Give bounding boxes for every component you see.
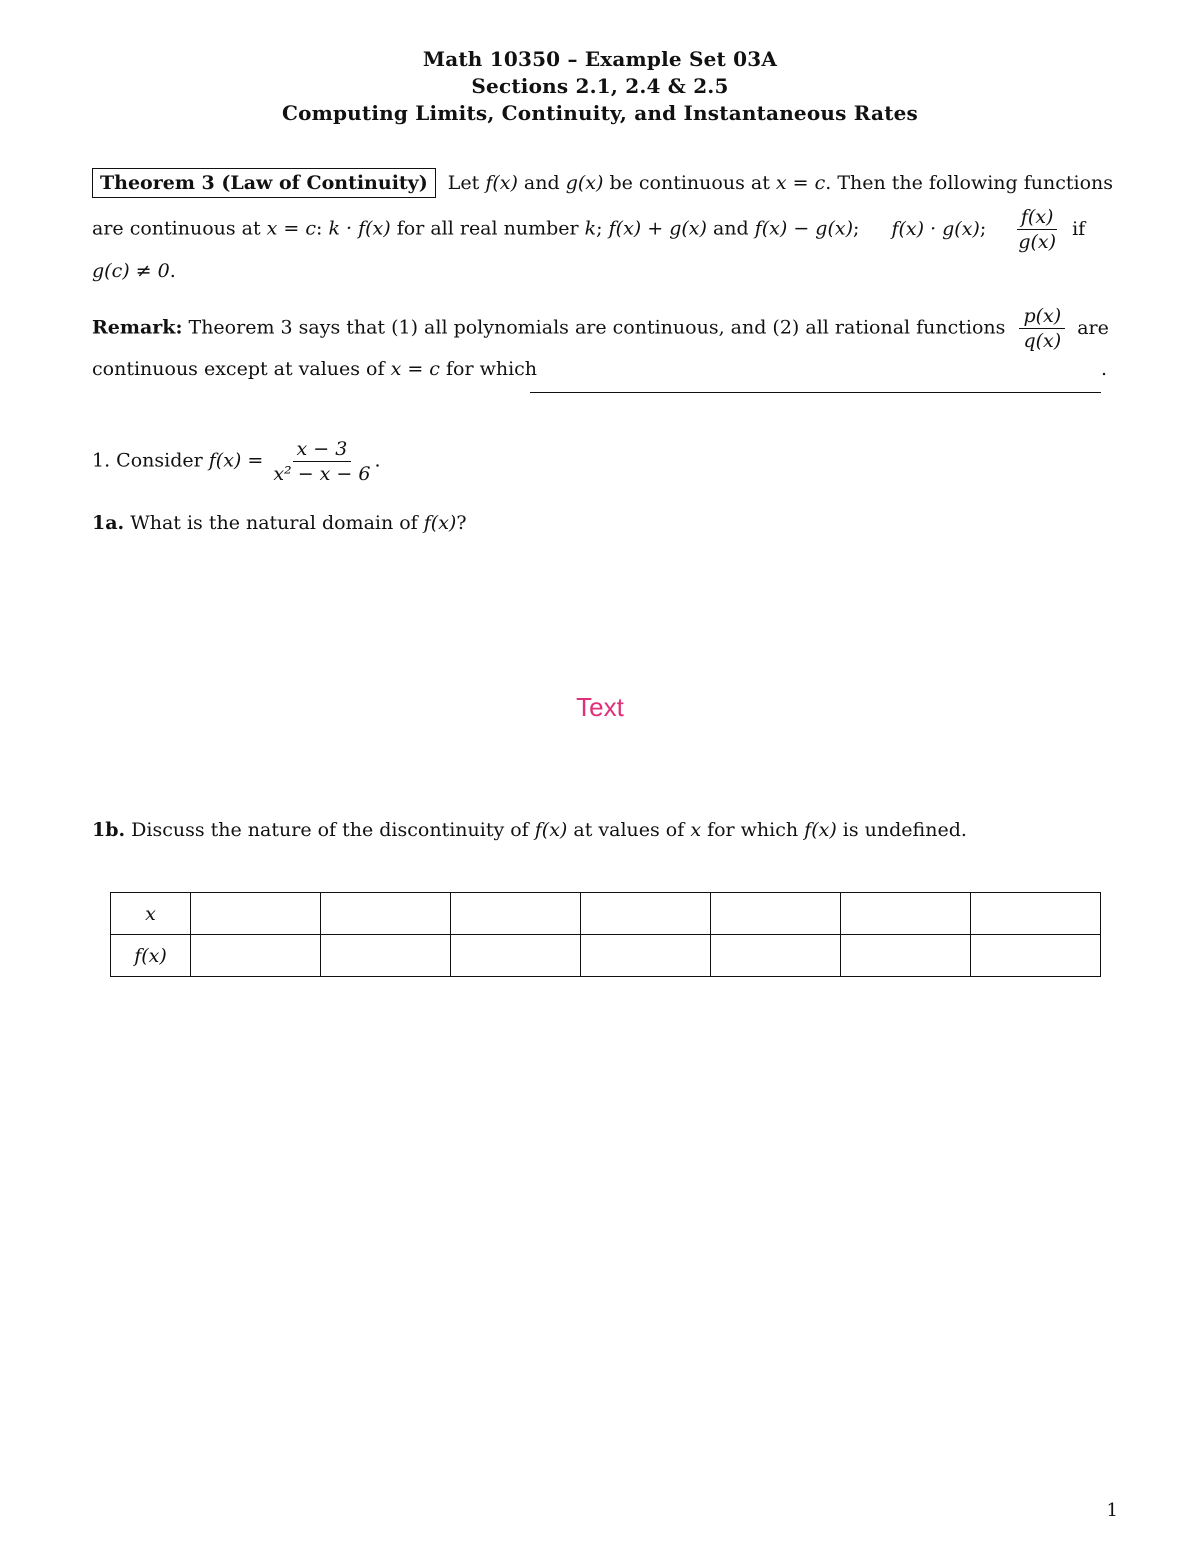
problem-1: 1. Consider f(x) = $\frac{x - 3}{\text{x² − x − 6}}$ .	[92, 438, 381, 485]
table-cell[interactable]	[841, 893, 971, 935]
text-annotation-marker[interactable]: Text	[576, 692, 624, 722]
table-cell[interactable]	[711, 935, 841, 977]
theorem-label: Theorem 3 (Law of Continuity)	[92, 168, 436, 198]
document-title: Math 10350 – Example Set 03A	[422, 47, 778, 71]
table-cell[interactable]	[321, 935, 451, 977]
theorem-line-2: are continuous at x = c: k · f(x) for all real number k; f(x) + g(x) and f(x) − g(x); f(x) · g(x); $\frac{f(x)}{g(x)}$ if	[92, 206, 1086, 253]
table-header-x: x	[111, 893, 191, 935]
table-cell[interactable]	[581, 935, 711, 977]
table-header-fx: f(x)	[111, 935, 191, 977]
table-cell[interactable]	[451, 935, 581, 977]
fraction-p-over-q: $\frac{p(x)}{q(x)}$	[1019, 305, 1065, 352]
table-cell[interactable]	[191, 893, 321, 935]
table-row-x	[111, 893, 1101, 935]
fraction-f-over-g: $\frac{f(x)}{g(x)}$	[1018, 206, 1057, 253]
document-sections: Sections 2.1, 2.4 & 2.5	[471, 74, 729, 98]
document-subtitle: Computing Limits, Continuity, and Instantaneous Rates	[281, 101, 919, 125]
remark-end-period: .	[1101, 358, 1108, 380]
page-number: 1	[1106, 1500, 1118, 1521]
answer-blank-line	[530, 392, 1101, 393]
table-row-fx	[111, 935, 1101, 977]
table-cell[interactable]	[841, 935, 971, 977]
theorem-line-3: g(c) ≠ 0.	[92, 260, 176, 282]
values-table	[110, 892, 1101, 977]
table-cell[interactable]	[971, 935, 1101, 977]
table-cell[interactable]	[191, 935, 321, 977]
table-cell[interactable]	[321, 893, 451, 935]
question-1a: 1a. What is the natural domain of f(x)?	[92, 512, 467, 534]
table-cell[interactable]	[971, 893, 1101, 935]
remark-line-2: continuous except at values of x = c for which	[92, 358, 538, 380]
table-cell[interactable]	[581, 893, 711, 935]
table-cell[interactable]	[451, 893, 581, 935]
fraction-problem-1: $\frac{x - 3}{\text{x² − x − 6}}$	[273, 438, 371, 485]
remark-line-1: Remark: Theorem 3 says that (1) all polynomials are continuous, and (2) all rational functions $\frac{p(x)}{q(x)}$ are	[92, 305, 1109, 352]
table-cell[interactable]	[711, 893, 841, 935]
question-1b: 1b. Discuss the nature of the discontinuity of f(x) at values of x for which f(x) is undefined.	[92, 819, 967, 841]
theorem-line-1: Theorem 3 (Law of Continuity) Let f(x) and g(x) be continuous at x = c. Then the following functions	[92, 172, 1122, 194]
remark-label: Remark:	[92, 316, 183, 339]
